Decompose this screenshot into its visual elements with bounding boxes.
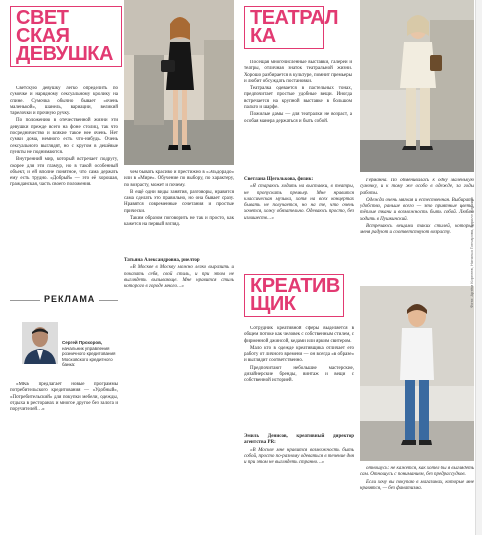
portrait-photo (22, 322, 58, 364)
paragraph: Пожилые дамы — для театралки не возраст, а особая манера держаться и быть собой. (244, 112, 352, 124)
paragraph: Сотрудник креативной сферы выделяется в общем потоке как человек с собственным стилем, с фирменной джинсой, кедами или ярким свитером. (244, 326, 354, 344)
title-line: ДЕВУШКА (16, 43, 113, 65)
paragraph: Германна. По обменивалась к одну маленькую сумочку, и к тому же особо в одежде, за годы работы. (360, 178, 474, 196)
ad-person (62, 340, 118, 380)
person-name: Сергей Прохоров, (62, 340, 103, 345)
ad-label: РЕКЛАМА (40, 294, 99, 304)
paragraph: В ещё одни виды занятия, разговоры, нравится сама сделать это правильно, но она бывает сразу. Нравятся современные сочетания и простые прически. (124, 189, 234, 214)
photo-teatralka (360, 0, 474, 172)
photo-svetskaya (124, 0, 234, 165)
speaker-quote: «В Москве в Москву можно легко выразить и показать себя, свой стиль, и при этом не выглядеть вызывающе. Мне нравится стиль которого в городе много…» (124, 265, 234, 290)
paragraph: Театралка одевается в пастельных тонах, предпочитает простые удобные вещи. Иногда встречается на крупной выставке в большом пальто и шарфе. (244, 86, 352, 111)
title-line: СВЕТ (16, 7, 69, 29)
paragraph: Мало кто в одежде креативщика отличает его работу от личного времени — он всегда «в образе» и выглядит соответственно. (244, 345, 354, 364)
title-kreativshchik (244, 274, 344, 317)
speaker-quote: «В Москве мне нравится возможность быть собой, просто по-разному одеваться в течение дня и при этом не выглядеть странно…» (244, 447, 354, 466)
title-line: КРЕАТИВ (250, 275, 340, 297)
paragraph: Светскую девушку легко определить по сумочке и нарядному сексуальному кролику на спине. Сумочка обычно бывает «очень маленькой», шанель, вариации, великий тарелочки и прочную ручку. (10, 86, 118, 117)
young-man-photo (360, 286, 474, 461)
speaker-quote: «Я стараюсь ходить на выставки, в театры, не пропускать премьер. Мне нравится классическая музыка, хотя на всех концертах бывать не получается, но на те, что очень хочется, хожу обязательно. Одеваюсь просто, без излишеств…» (244, 184, 354, 221)
paragraph: Таким образом поговорить не так и просто, как кажется на первый взгляд. (124, 216, 234, 228)
paragraph: чем бывать красиво и престижно в «Эльдорадо» или в «Мире». Обучение по выбору, по характеру, по возрасту, может и почему. (124, 170, 234, 188)
title-line: СКАЯ (16, 25, 70, 47)
person-portrait-icon (22, 322, 58, 364)
paragraph: Предпочитают небольшие мастерские, дизайнерские бренды, винтаж и вещи с собственной историей. (244, 365, 354, 384)
photo-kreativshchik (360, 286, 474, 461)
person-role: начальник управления розничного кредитования Московского кредитного банка: (62, 345, 116, 367)
creative-quote-block (244, 432, 354, 532)
paragraph: Внутренний мир, который встречает подругу, скорее для эти гламур, но в такой особенный объект, и ей вполне понятное, что сама держать ему есть трудно. «Добрый» — это её хорошая, гражданская, часть своего положения. (10, 157, 118, 188)
title-teatralka (244, 6, 339, 49)
side-strip (469, 0, 482, 535)
speaker-name: Эмиль Денисов, креативный директор агентства PR: (244, 434, 354, 446)
side-strip-text: Фото: Артём Корнеев, Наталья Гончарова, Кирилл Сорокин (469, 197, 475, 308)
title-line: ТЕАТРАЛ (250, 7, 339, 29)
right-body (360, 178, 474, 278)
speaker-name: Татьяна Александровна, риелтор (124, 258, 200, 263)
creative-right-body (360, 466, 474, 532)
creative-body (244, 326, 354, 426)
paragraph: Одежда очень мягкая и естественная. Выбирать удобство, раньше всего — это приятные цвета, тёплые ткани и возможность быть собой. Люблю ходить в Пушкинский. (360, 197, 474, 222)
title-line: КА (250, 25, 276, 47)
speaker-name: Светлана Щеголькова, физик: (244, 177, 314, 182)
paragraph: Посещая многочисленные выставки, галереи и театры, отличная знаток театральной жизни. Хорошо разбирается в культуре, помнит премьеры и любит обсуждать постановки. (244, 60, 352, 84)
paragraph: отношусь: не кажется, как хотел бы я выглядеть сам. Отношусь с пониманием, без предрассудков. (360, 466, 474, 478)
paragraph: Если хочу вы покупаю в магазинах, которые мне нравятся, — без фанатизма. (360, 479, 474, 491)
paragraph: По положению в отечественной жизни эти девушки прежде всего на фоне столиц, так что посредничество и всякие такое нее очень. Нет сумки дома, немного есть что-нибудь. Очень сексуального выглядят, но с кругом в дешёвые пункты не поднимаются. (10, 118, 118, 155)
left-middle-quote-block (124, 256, 234, 356)
middle-quote-block (244, 175, 354, 275)
ad-quote (10, 382, 118, 532)
middle-body (244, 60, 352, 170)
paragraph: Встречаюсь вещами таких стилей, которые меня радуют и соответствуют возрасту. (360, 224, 474, 236)
left-middle-body (124, 170, 234, 250)
woman-in-black-photo (124, 0, 234, 165)
older-woman-photo (360, 0, 474, 172)
paragraph: «МКБ предлагает новые программы потребительского кредитования — «Удобный», «Потребительский» для покупки мебели, одежды, отдыха в ресторанах и многое другое без залога и поручителей…» (10, 382, 118, 413)
title-line: ЩИК (250, 293, 296, 315)
left-body (10, 86, 118, 296)
title-svetskaya (10, 6, 122, 67)
